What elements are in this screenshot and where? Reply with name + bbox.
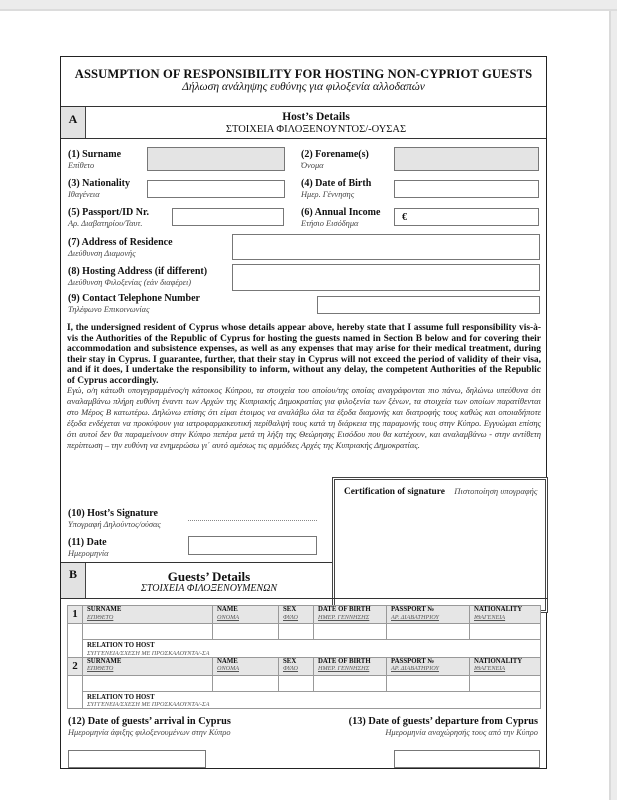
guest-1-sex-cell[interactable] bbox=[279, 624, 314, 640]
guest-2-spacer bbox=[68, 675, 83, 709]
arrival-label: (12) Date of guests’ arrival in Cyprus bbox=[68, 716, 231, 727]
host-date-greek-label: Ημερομηνία bbox=[68, 549, 109, 558]
guest-2-passport-cell[interactable] bbox=[387, 675, 470, 691]
departure-date-field[interactable] bbox=[394, 750, 540, 768]
passport-greek-label: Αρ. Διαβατηρίου/Ταυτ. bbox=[68, 219, 143, 228]
arrival-date-field[interactable] bbox=[68, 750, 206, 768]
host-date-input[interactable] bbox=[189, 539, 316, 556]
arrival-greek-label: Ημερομηνία άφιξης φιλοξενουμένων στην Κύπρο bbox=[68, 728, 231, 737]
relation-greek-label: ΣΥΓΓΕΝΕΙΑ/ΣΧΕΣΗ ΜΕ ΠΡΟΣΚΑΛΟΥΝΤΑ/-ΣΑ bbox=[87, 649, 210, 657]
guest-2-input-row bbox=[68, 675, 541, 691]
departure-label: (13) Date of guests’ departure from Cyprus bbox=[348, 716, 538, 727]
surname-input[interactable] bbox=[148, 148, 284, 170]
form-subtitle: Δήλωση ανάληψης ευθύνης για φιλοξενία αλλοδαπών bbox=[182, 81, 425, 93]
passport-input[interactable] bbox=[173, 212, 283, 228]
telephone-input[interactable] bbox=[318, 300, 539, 316]
signature-label: (10) Host’s Signature bbox=[68, 508, 158, 519]
dob-field[interactable] bbox=[394, 180, 539, 198]
viewer-top-bar bbox=[0, 0, 617, 11]
surname-label: (1) Surname bbox=[68, 149, 122, 160]
declaration-english: I, the undersigned resident of Cyprus whose details appear above, hereby state that I assume full responsibility vis-à-vis the Authorities of the Republic of Cyprus for hosting the guests named in Section B below and for covering their accommodation and subsistence expenses, as well as any expenses that may arise for their medical treatment, during their stay in Cyprus. I guarantee, further, that their stay in Cyprus will not exceed the period of validity of their visa, and if it does, I undertake the responsibility to inform, without any delay, the competent Authorities of the Republic of Cyprus accordingly. bbox=[67, 323, 541, 386]
column-nationality: NATIONALITY ΙΘΑΓΕΝΕΙΑ bbox=[470, 606, 541, 624]
passport-label: (5) Passport/ID Nr. bbox=[68, 207, 150, 218]
departure-date-input[interactable] bbox=[395, 754, 539, 770]
forename-field[interactable] bbox=[394, 147, 539, 171]
hosting-address-field[interactable] bbox=[232, 264, 540, 291]
income-input[interactable] bbox=[395, 212, 538, 228]
passport-field[interactable] bbox=[172, 208, 284, 226]
certification-greek: Πιστοποίηση υπογραφής bbox=[454, 486, 538, 496]
hosting-address-label: (8) Hosting Address (if different) bbox=[68, 266, 208, 277]
host-date-field[interactable] bbox=[188, 536, 317, 555]
nationality-field[interactable] bbox=[147, 180, 285, 198]
surname-field[interactable] bbox=[147, 147, 285, 171]
departure-greek-label: Ημερομηνία αναχώρησής τους από την Κύπρο bbox=[385, 728, 538, 737]
viewer-scrollbar[interactable] bbox=[609, 11, 617, 800]
declaration-greek: Εγώ, ο/η κάτωθι υπογεγραμμένος/η κάτοικος Κύπρου, τα στοιχεία του οποίου/της οποίας αναγράφονται πιο πάνω, δηλώνω υπεύθυνα ότι αναλαμβάνω πλήρη ευθύνη έναντι των Αρχών της Κυπριακής Δημοκρατίας για φιλοξενία των ξένων, τα στοιχεία των οποίων παρατίθενται στο Μέρος Β κατωτέρω. Δηλώνω επίσης ότι είμαι έτοιμος να αναλάβω όλα τα έξοδα διαμονής και διατροφής τους καθώς και οποιαδήποτε έξοδα ενδέχεται να προκύψουν για ιατροφαρμακευτική περίθαλψή τους κατά τη διάρκεια της παραμονής τους στην Κύπρο. Εγγυώμαι επίσης ότι αυτοί δεν θα παραμείνουν στην Κύπρο πεπέρα μετά τη λήξη της Θεώρησης Εισόδου που θα κατέχουν, και αναλαμβάνω - στην αντίθετη περίπτωση – την ευθύνη να ενημερώσω γι΄ αυτό αμέσως τις αρμόδιες Αρχές της Κυπριακής Δημοκρατίας. bbox=[67, 385, 541, 450]
relation-greek-label: ΣΥΓΓΕΝΕΙΑ/ΣΧΕΣΗ ΜΕ ΠΡΟΣΚΑΛΟΥΝΤΑ/-ΣΑ bbox=[87, 701, 210, 708]
column-sex: SEX ΦΥΛΟ bbox=[279, 657, 314, 675]
signature-line[interactable] bbox=[188, 519, 317, 521]
guest-number: 1 bbox=[68, 606, 83, 624]
column-surname: SURNAME ΕΠΙΘΕΤΟ bbox=[83, 606, 213, 624]
section-b-subtitle: ΣΤΟΙΧΕΙΑ ΦΙΛΟΞΕΝΟΥΜΕΝΩΝ bbox=[140, 583, 278, 594]
dob-label: (4) Date of Birth bbox=[301, 178, 372, 189]
residence-greek-label: Διεύθυνση Διαμονής bbox=[68, 249, 136, 258]
forename-label: (2) Forename(s) bbox=[301, 149, 369, 160]
column-dob: DATE OF BIRTH ΗΜΕΡ. ΓΕΝΝΗΣΗΣ bbox=[314, 606, 387, 624]
relation-label: RELATION TO HOST bbox=[87, 693, 155, 701]
guest-1-name-cell[interactable] bbox=[213, 624, 279, 640]
section-b-title: Guests’ Details bbox=[167, 569, 251, 584]
guest-1-relation-row bbox=[68, 640, 541, 658]
residence-field[interactable] bbox=[232, 234, 540, 260]
certification-label bbox=[344, 486, 537, 497]
guest-2-name-cell[interactable] bbox=[213, 675, 279, 691]
income-label: (6) Annual Income bbox=[301, 207, 381, 218]
column-dob: DATE OF BIRTH ΗΜΕΡ. ΓΕΝΝΗΣΗΣ bbox=[314, 657, 387, 675]
host-date-label: (11) Date bbox=[68, 537, 107, 548]
column-passport: PASSPORT № ΑΡ. ΔΙΑΒΑΤΗΡΙΟΥ bbox=[387, 606, 470, 624]
section-a-title: Host’s Details bbox=[282, 111, 350, 123]
section-a-header bbox=[61, 106, 546, 139]
section-b-divider bbox=[332, 598, 548, 599]
telephone-field[interactable] bbox=[317, 296, 540, 314]
euro-currency-icon: € bbox=[402, 212, 407, 223]
column-surname: SURNAME ΕΠΙΘΕΤΟ bbox=[83, 657, 213, 675]
section-b-letter: B bbox=[61, 563, 86, 598]
guest-1-header-row bbox=[68, 606, 541, 624]
guest-2-surname-cell[interactable] bbox=[83, 675, 213, 691]
certification-english: Certification of signature bbox=[344, 487, 445, 497]
section-a-letter: A bbox=[61, 107, 86, 138]
nationality-greek-label: Ιθαγένεια bbox=[68, 190, 100, 199]
nationality-label: (3) Nationality bbox=[68, 178, 130, 189]
guest-2-relation-cell[interactable] bbox=[83, 691, 541, 709]
telephone-label: (9) Contact Telephone Number bbox=[68, 293, 200, 304]
surname-greek-label: Επίθετο bbox=[68, 161, 95, 170]
telephone-greek-label: Τηλέφωνο Επικοινωνίας bbox=[68, 305, 150, 314]
signature-greek-label: Υπογραφή Δηλούντος/ούσας bbox=[68, 520, 161, 529]
hosting-form bbox=[60, 56, 547, 769]
guest-1-passport-cell[interactable] bbox=[387, 624, 470, 640]
guest-1-spacer bbox=[68, 624, 83, 658]
column-name: NAME ΟΝΟΜΑ bbox=[213, 606, 279, 624]
section-b-header bbox=[61, 562, 332, 599]
dob-input[interactable] bbox=[395, 184, 538, 200]
guest-1-relation-cell[interactable] bbox=[83, 640, 541, 658]
hosting-address-greek-label: Διεύθυνση Φιλοξενίας (εάν διαφέρει) bbox=[68, 278, 192, 287]
hosting-address-input[interactable] bbox=[233, 265, 539, 290]
guest-2-relation-row bbox=[68, 691, 541, 709]
guest-number: 2 bbox=[68, 657, 83, 675]
guest-1-nationality-cell[interactable] bbox=[470, 624, 541, 640]
income-field[interactable] bbox=[394, 208, 539, 226]
forename-greek-label: Όνομα bbox=[301, 161, 324, 170]
column-passport: PASSPORT № ΑΡ. ΔΙΑΒΑΤΗΡΙΟΥ bbox=[387, 657, 470, 675]
guest-2-dob-cell[interactable] bbox=[314, 675, 387, 691]
guest-2-nationality-cell[interactable] bbox=[470, 675, 541, 691]
guest-1-surname-cell[interactable] bbox=[83, 624, 213, 640]
residence-label: (7) Address of Residence bbox=[68, 237, 173, 248]
section-a-subtitle: ΣΤΟΙΧΕΙΑ ΦΙΛΟΞΕΝΟΥΝΤΟΣ/-ΟΥΣΑΣ bbox=[225, 124, 407, 135]
column-nationality: NATIONALITY ΙΘΑΓΕΝΕΙΑ bbox=[470, 657, 541, 675]
relation-label: RELATION TO HOST bbox=[87, 642, 155, 649]
forename-input[interactable] bbox=[395, 148, 538, 170]
arrival-date-input[interactable] bbox=[69, 754, 205, 770]
dob-greek-label: Ημερ. Γέννησης bbox=[301, 190, 355, 199]
guest-2-sex-cell[interactable] bbox=[279, 675, 314, 691]
column-sex: SEX ΦΥΛΟ bbox=[279, 606, 314, 624]
column-name: NAME ΟΝΟΜΑ bbox=[213, 657, 279, 675]
income-greek-label: Ετήσιο Εισόδημα bbox=[301, 219, 359, 228]
guests-table bbox=[67, 605, 541, 709]
nationality-input[interactable] bbox=[148, 184, 284, 200]
guest-1-input-row bbox=[68, 624, 541, 640]
certification-box bbox=[332, 477, 548, 613]
guest-2-header-row bbox=[68, 657, 541, 675]
form-title: ASSUMPTION OF RESPONSIBILITY FOR HOSTING NON-CYPRIOT GUESTS bbox=[74, 67, 533, 81]
guest-1-dob-cell[interactable] bbox=[314, 624, 387, 640]
residence-input[interactable] bbox=[233, 235, 539, 259]
